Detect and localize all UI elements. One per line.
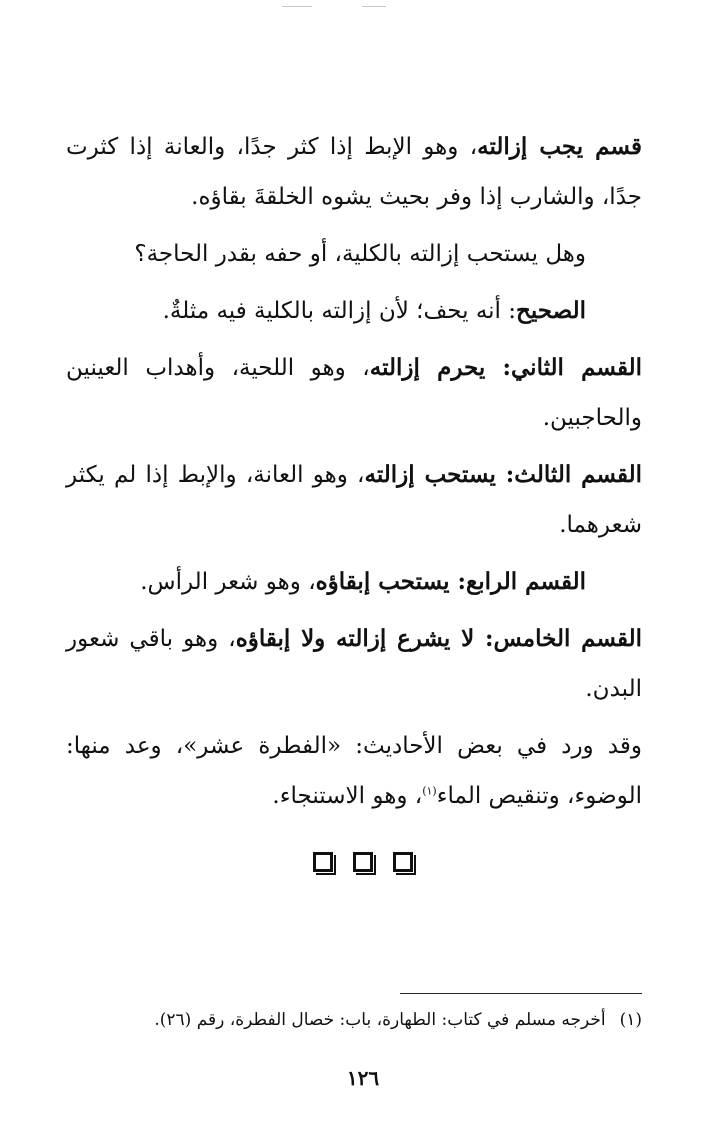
paragraph-text: وهل يستحب إزالته بالكلية، أو حفه بقدر الحاجة؟: [134, 241, 586, 267]
paragraph-text: ، وهو باقي شعور البدن.: [66, 626, 642, 702]
footnote-reference[interactable]: (١): [422, 784, 437, 798]
section-heading: القسم الخامس: لا يشرع إزالته ولا إبقاؤه: [235, 625, 642, 652]
paragraph: [66, 721, 642, 821]
paragraph-text: ، وهو الاستنجاء.: [272, 783, 423, 809]
scan-mark-right: [362, 6, 386, 7]
paragraph-text: ، وهو الإبط إذا كثر جدًا، والعانة إذا كثرت جدًا، والشارب إذا وفر بحيث يشوه الخلقةَ بقاؤه.: [66, 134, 642, 210]
paragraph: [66, 614, 642, 714]
section-heading: قسم يجب إزالته: [477, 133, 642, 160]
footnote-text: أخرجه مسلم في كتاب: الطهارة، باب: خصال الفطرة، رقم (٢٦).: [154, 1010, 606, 1030]
paragraph: [66, 343, 642, 443]
square-ornament-icon: [353, 852, 373, 872]
section-heading: القسم الرابع: يستحب إبقاؤه: [315, 568, 586, 595]
footnote-divider: [400, 993, 642, 994]
square-ornament-icon: [393, 852, 413, 872]
paragraph: [66, 450, 642, 550]
scan-mark-left: [282, 6, 312, 7]
paragraph: [66, 557, 642, 607]
footnote: [90, 1007, 642, 1033]
section-heading: القسم الثالث: يستحب إزالته: [364, 461, 642, 488]
paragraph-text: ، وهو اللحية، وأهداب العينين والحاجبين.: [66, 355, 642, 431]
paragraph-text: ، وهو العانة، والإبط إذا لم يكثر شعرهما.: [66, 462, 642, 538]
paragraph: [66, 122, 642, 222]
paragraph: [66, 286, 642, 336]
paragraph-text: : أنه يحف؛ لأن إزالته بالكلية فيه مثلةٌ.: [162, 298, 517, 324]
footnote-number: (١): [619, 1010, 642, 1030]
section-heading: القسم الثاني: يحرم إزالته: [369, 354, 642, 381]
section-heading: الصحيح: [516, 297, 586, 324]
paragraph-text: وقد ورد في بعض الأحاديث: «الفطرة عشر»، وعد منها: الوضوء، وتنقيص الماء: [66, 733, 642, 809]
square-ornament-icon: [313, 852, 333, 872]
main-text: [66, 122, 642, 828]
page-number: ١٢٦: [346, 1066, 380, 1090]
paragraph-text: ، وهو شعر الرأس.: [140, 569, 316, 595]
section-separator: [0, 852, 726, 872]
paragraph: [66, 229, 642, 279]
